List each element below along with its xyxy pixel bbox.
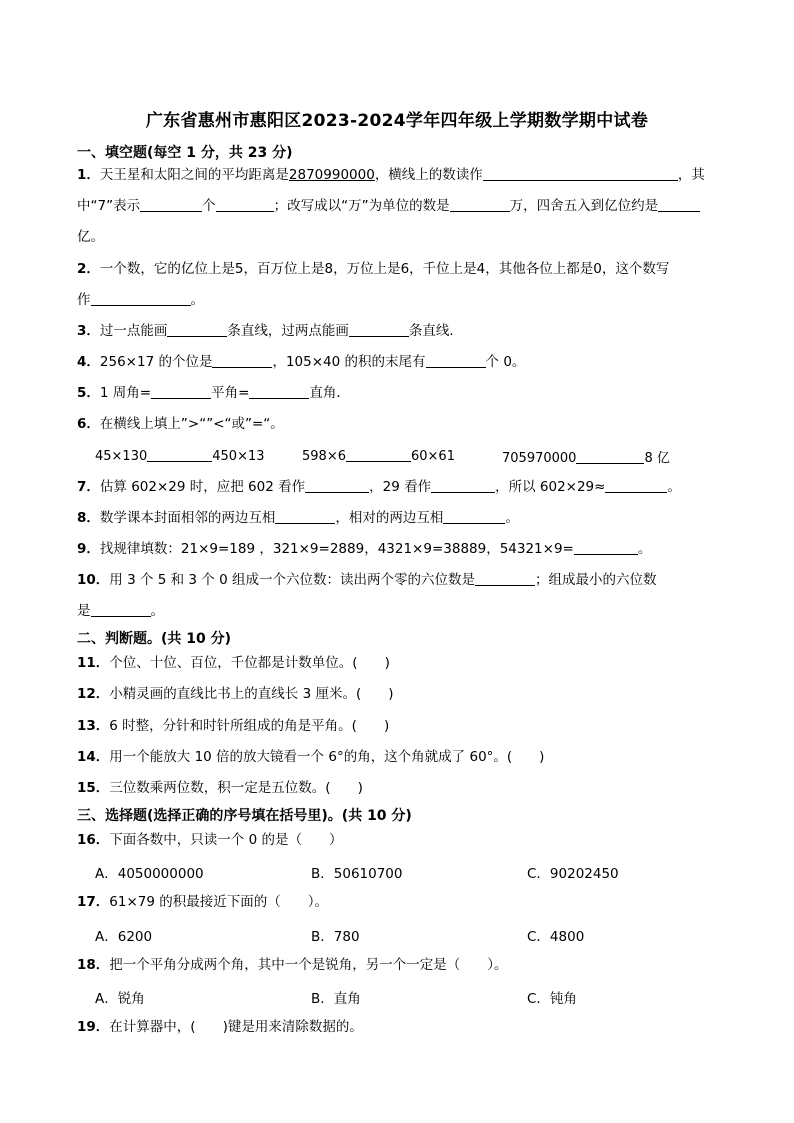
option-b[interactable]: B．50610700 <box>311 866 403 882</box>
answer-blank[interactable] <box>431 478 495 493</box>
option-c[interactable]: C．4800 <box>527 929 585 945</box>
question-12: 12．小精灵画的直线比书上的直线长 3 厘米。( ) <box>77 686 394 702</box>
answer-blank[interactable] <box>147 447 212 462</box>
answer-blank[interactable] <box>91 291 191 306</box>
answer-blank[interactable] <box>249 384 309 399</box>
question-9: 9．找规律填数：21×9=189 ，321×9=2889，4321×9=38889，54321×9= 。 <box>77 541 652 557</box>
comparison-item: 598×6 60×61 <box>302 449 455 464</box>
option-c[interactable]: C．钝角 <box>527 991 577 1007</box>
question-3: 3．过一点能画 条直线，过两点能画 条直线． <box>77 323 463 339</box>
question-8: 8．数学课本封面相邻的两边互相 ，相对的两边互相 。 <box>77 510 519 526</box>
question-14: 14．用一个能放大 10 倍的放大镜看一个 6°的角，这个角就成了 60°。( ) <box>77 749 545 765</box>
answer-blank[interactable] <box>216 197 274 212</box>
question-1-line-1: 1．天王星和太阳之间的平均距离是2870990000，横线上的数读作 ，其 <box>77 167 705 183</box>
section-heading-true-false: 二、判断题。(共 10 分) <box>77 631 232 647</box>
page-title: 广东省惠州市惠阳区2023-2024学年四年级上学期数学期中试卷 <box>145 111 649 131</box>
answer-blank[interactable] <box>346 447 411 462</box>
option-c[interactable]: C．90202450 <box>527 866 619 882</box>
answer-blank[interactable] <box>450 197 510 212</box>
option-a[interactable]: A．6200 <box>95 929 153 945</box>
answer-blank[interactable] <box>140 197 202 212</box>
answer-blank[interactable] <box>475 571 535 586</box>
answer-blank[interactable] <box>349 322 409 337</box>
answer-blank[interactable] <box>305 478 369 493</box>
question-5: 5．1 周角= 平角= 直角． <box>77 385 350 401</box>
answer-blank[interactable] <box>605 478 667 493</box>
question-15: 15．三位数乘两位数，积一定是五位数。( ) <box>77 780 363 796</box>
question-number: 1． <box>77 167 100 183</box>
question-16: 16．下面各数中，只读一个 0 的是（ ） <box>77 832 343 848</box>
option-a[interactable]: A．4050000000 <box>95 866 204 882</box>
answer-blank[interactable] <box>574 540 638 555</box>
answer-blank[interactable] <box>167 322 227 337</box>
question-7: 7．估算 602×29 时，应把 602 看作 ，29 看作 ，所以 602×29≈ 。 <box>77 479 681 495</box>
question-10-line-2: 是 。 <box>77 603 164 619</box>
answer-blank[interactable] <box>443 509 505 524</box>
comparison-item: 45×130 450×13 <box>95 449 265 464</box>
answer-blank[interactable] <box>212 353 272 368</box>
question-4: 4．256×17 的个位是 ，105×40 的积的末尾有 个 0。 <box>77 354 526 370</box>
answer-blank[interactable] <box>576 449 644 464</box>
option-b[interactable]: B．780 <box>311 929 360 945</box>
section-heading-multiple-choice: 三、选择题(选择正确的序号填在括号里)。(共 10 分) <box>77 808 412 824</box>
question-13: 13．6 时整，分针和时针所组成的角是平角。( ) <box>77 718 390 734</box>
question-10-line-1: 10．用 3 个 5 和 3 个 0 组成一个六位数：读出两个零的六位数是 ；组成最小的六位数 <box>77 572 657 588</box>
answer-blank[interactable] <box>426 353 486 368</box>
answer-blank[interactable] <box>151 384 211 399</box>
question-6: 6．在横线上填上”>“”<“或”=“。 <box>77 416 284 432</box>
answer-blank[interactable] <box>658 197 700 212</box>
option-b[interactable]: B．直角 <box>311 991 361 1007</box>
answer-blank[interactable] <box>91 602 151 617</box>
question-11: 11．个位、十位、百位，千位都是计数单位。( ) <box>77 655 390 671</box>
answer-blank[interactable] <box>275 509 335 524</box>
question-1-line-3: 亿。 <box>77 229 104 245</box>
question-17: 17．61×79 的积最接近下面的（ ）。 <box>77 894 329 910</box>
question-2-line-2: 作 。 <box>77 292 204 308</box>
question-19: 19．在计算器中，( )键是用来清除数据的。 <box>77 1019 363 1035</box>
section-heading-fill-in: 一、填空题(每空 1 分，共 23 分) <box>77 145 293 161</box>
answer-blank[interactable] <box>483 166 678 181</box>
comparison-item: 705970000 8 亿 <box>502 451 670 466</box>
underlined-number: 2870990000 <box>288 167 375 183</box>
question-2-line-1: 2．一个数，它的亿位上是5，百万位上是8，万位上是6，千位上是4，其他各位上都是0，这个数写 <box>77 261 670 277</box>
option-a[interactable]: A．锐角 <box>95 991 145 1007</box>
question-1-line-2: 中“7”表示 个 ；改写成以“万”为单位的数是 万，四舍五入到亿位约是 <box>77 197 700 215</box>
question-18: 18．把一个平角分成两个角，其中一个是锐角，另一个一定是（ ）。 <box>77 957 508 973</box>
